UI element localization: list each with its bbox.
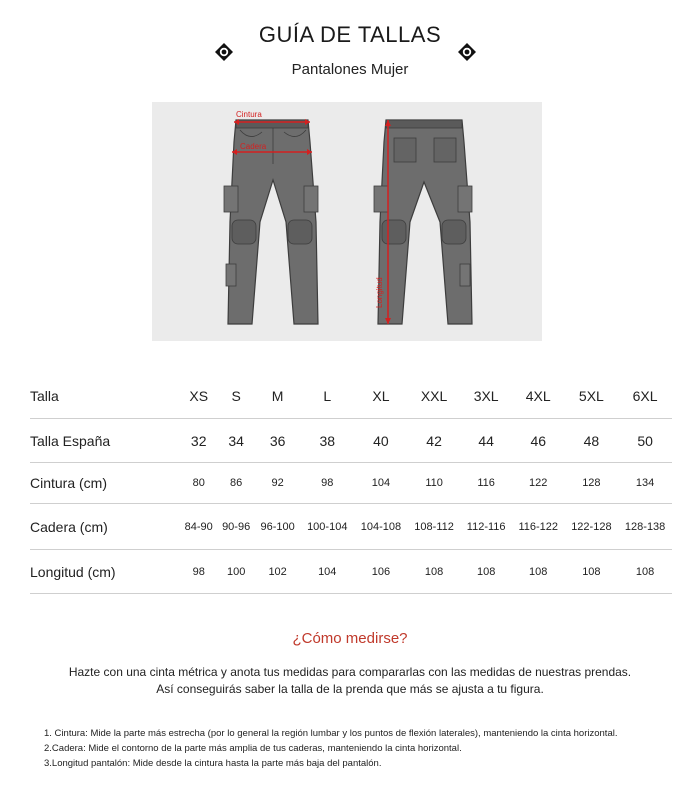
table-cell: 98 (300, 463, 354, 504)
table-cell: 90-96 (217, 504, 254, 550)
table-cell: 102 (255, 550, 301, 594)
pants-front-view (224, 120, 318, 324)
row-label: Talla (30, 374, 180, 419)
table-cell: XS (180, 374, 217, 419)
intro-line: Así conseguirás saber la talla de la prenda que más se ajusta a tu figura. (156, 682, 544, 696)
measurement-notes (44, 726, 617, 771)
table-cell: 108 (408, 550, 461, 594)
table-cell: 104 (354, 463, 408, 504)
table-cell: 104 (300, 550, 354, 594)
table-cell: 112-116 (460, 504, 512, 550)
table-cell: 108 (460, 550, 512, 594)
table-row (30, 463, 672, 504)
table-cell: 50 (618, 419, 672, 463)
table-cell: 92 (255, 463, 301, 504)
diamond-icon (214, 42, 234, 62)
row-label: Cadera (cm) (30, 504, 180, 550)
table-cell: 4XL (512, 374, 565, 419)
table-cell: XL (354, 374, 408, 419)
row-label: Cintura (cm) (30, 463, 180, 504)
note-length: 3.Longitud pantalón: Mide desde la cintura hasta la parte más baja del pantalón. (44, 758, 382, 769)
table-cell: 38 (300, 419, 354, 463)
table-cell: 104-108 (354, 504, 408, 550)
table-cell: 122 (512, 463, 565, 504)
diamond-icon (457, 42, 477, 62)
table-cell: 100 (217, 550, 254, 594)
hip-label: Cadera (240, 142, 267, 151)
note-waist: 1. Cintura: Mide la parte más estrecha (por lo general la región lumbar y los puntos de flexión laterales), manteniendo la cinta horizontal. (44, 728, 618, 739)
table-cell: 40 (354, 419, 408, 463)
table-cell: 36 (255, 419, 301, 463)
table-cell: 116-122 (512, 504, 565, 550)
table-cell: 122-128 (565, 504, 619, 550)
table-cell: 110 (408, 463, 461, 504)
page-subtitle: Pantalones Mujer (291, 61, 409, 78)
table-cell: 32 (180, 419, 217, 463)
table-row (30, 504, 672, 550)
table-cell: 108 (565, 550, 619, 594)
table-cell: 108 (618, 550, 672, 594)
table-cell: 108 (512, 550, 565, 594)
intro-line: Hazte con una cinta métrica y anota tus medidas para compararlas con las medidas de nuestras prendas. (68, 665, 632, 679)
table-cell: 3XL (460, 374, 512, 419)
table-cell: XXL (408, 374, 461, 419)
waist-label: Cintura (236, 110, 262, 119)
table-cell: 80 (180, 463, 217, 504)
table-row (30, 419, 672, 463)
table-cell: 96-100 (255, 504, 301, 550)
table-cell: 98 (180, 550, 217, 594)
note-hip: 2.Cadera: Mide el contorno de la parte más amplia de tus caderas, manteniendo la cinta horizontal. (44, 743, 462, 754)
row-label: Longitud (cm) (30, 550, 180, 594)
page-title: GUÍA DE TALLAS (258, 22, 442, 47)
table-cell: 134 (618, 463, 672, 504)
pants-measurement-illustration (152, 102, 542, 341)
table-cell: M (255, 374, 301, 419)
table-cell: 128 (565, 463, 619, 504)
table-cell: S (217, 374, 254, 419)
table-cell: 48 (565, 419, 619, 463)
table-cell: 100-104 (300, 504, 354, 550)
size-chart-table (30, 374, 672, 594)
table-row (30, 374, 672, 419)
table-cell: 5XL (565, 374, 619, 419)
table-cell: 46 (512, 419, 565, 463)
table-cell: 6XL (618, 374, 672, 419)
how-to-measure-intro (0, 664, 700, 698)
table-cell: 128-138 (618, 504, 672, 550)
length-label: Longitud (375, 277, 384, 308)
row-label: Talla España (30, 419, 180, 463)
table-cell: 86 (217, 463, 254, 504)
table-cell: 84-90 (180, 504, 217, 550)
table-cell: 44 (460, 419, 512, 463)
table-row (30, 550, 672, 594)
table-cell: 106 (354, 550, 408, 594)
table-cell: 116 (460, 463, 512, 504)
table-cell: 34 (217, 419, 254, 463)
how-to-measure-heading: ¿Cómo medirse? (292, 630, 408, 647)
table-cell: 42 (408, 419, 461, 463)
table-cell: L (300, 374, 354, 419)
table-cell: 108-112 (408, 504, 461, 550)
